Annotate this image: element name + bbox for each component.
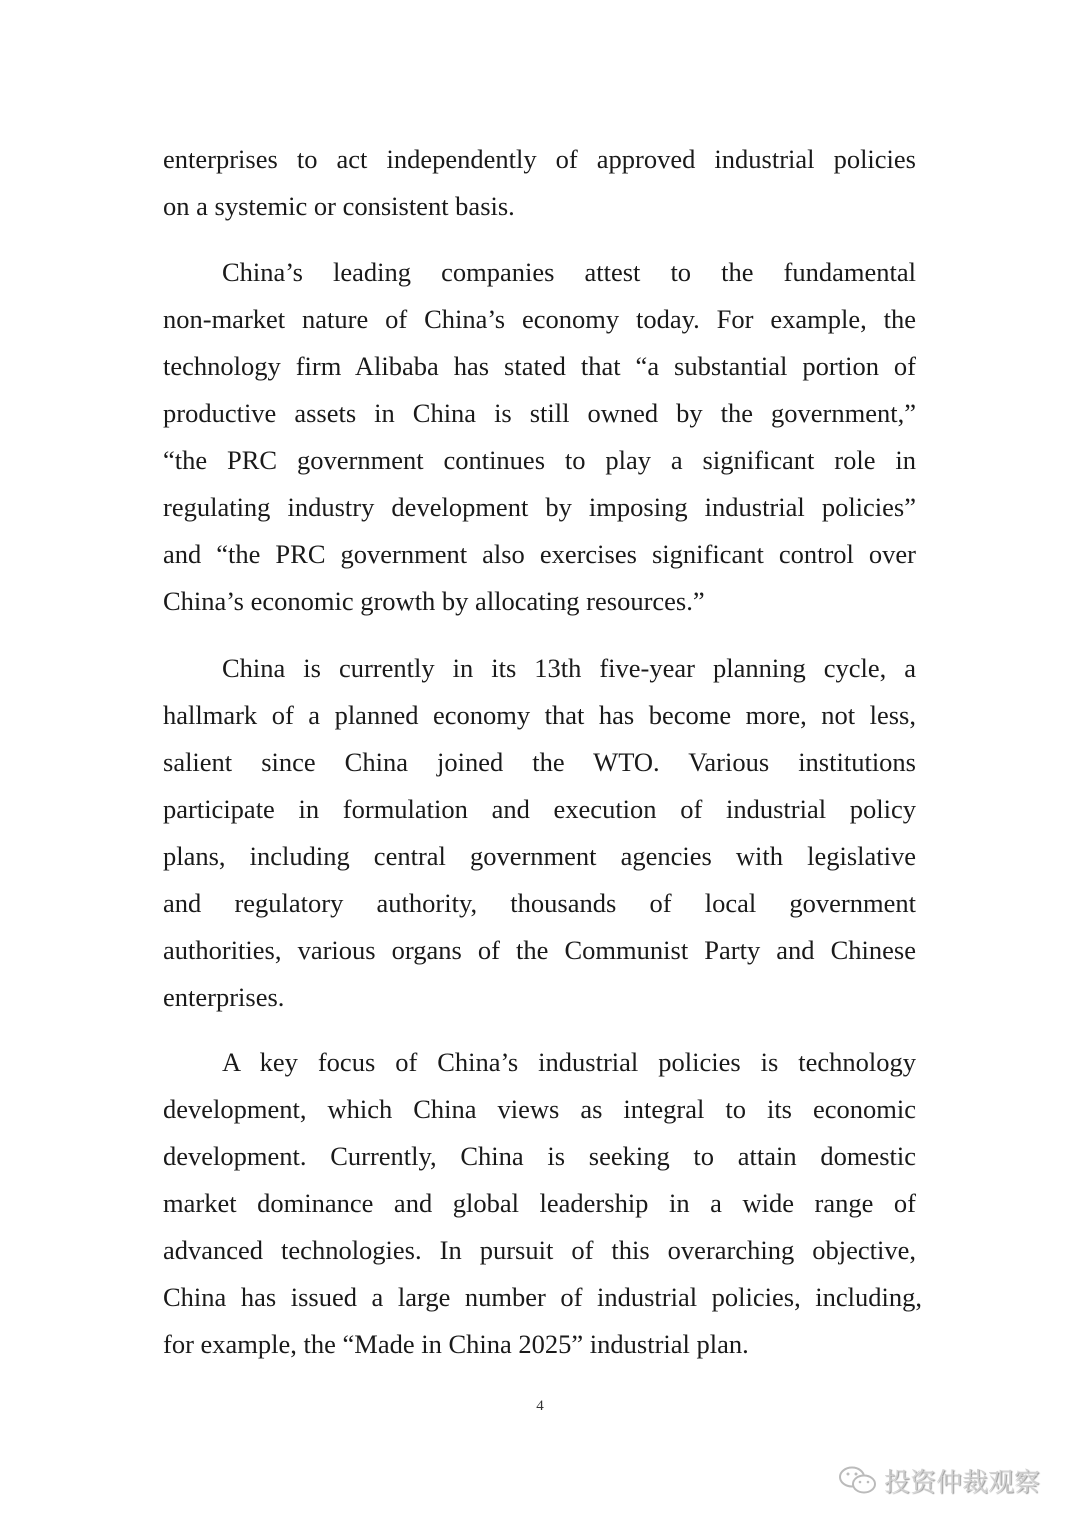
text-line: regulating industry development by imposing industrial policies” bbox=[163, 492, 916, 522]
watermark bbox=[838, 1462, 1040, 1499]
text-line: authorities, various organs of the Communist Party and Chinese bbox=[163, 935, 916, 965]
text-line: A key focus of China’s industrial policies is technology bbox=[222, 1047, 916, 1077]
text-line: enterprises. bbox=[163, 982, 285, 1012]
text-line: enterprises to act independently of approved industrial policies bbox=[163, 144, 916, 174]
paragraph-3 bbox=[163, 645, 916, 1021]
text-line: on a systemic or consistent basis. bbox=[163, 191, 515, 221]
watermark-text: 投资仲裁观察 bbox=[884, 1468, 1041, 1498]
text-line: and “the PRC government also exercises significant control over bbox=[163, 539, 916, 569]
text-line: China has issued a large number of industrial policies, including, bbox=[163, 1282, 922, 1312]
text-line: development, which China views as integral to its economic bbox=[163, 1094, 916, 1124]
paragraph-2 bbox=[163, 249, 916, 625]
text-line: market dominance and global leadership in a wide range of bbox=[163, 1188, 916, 1218]
text-line: China is currently in its 13th five-year planning cycle, a bbox=[222, 653, 916, 683]
wechat-icon bbox=[838, 1465, 878, 1497]
text-line: productive assets in China is still owned by the government,” bbox=[163, 398, 916, 428]
text-line: participate in formulation and execution of industrial policy bbox=[163, 794, 916, 824]
paragraph-1 bbox=[163, 136, 916, 230]
page-number: 4 bbox=[536, 1398, 544, 1414]
text-line: China’s leading companies attest to the fundamental bbox=[222, 257, 916, 287]
text-line: China’s economic growth by allocating resources.” bbox=[163, 586, 705, 616]
text-line: plans, including central government agencies with legislative bbox=[163, 841, 916, 871]
text-line: and regulatory authority, thousands of local government bbox=[163, 888, 916, 918]
text-line: advanced technologies. In pursuit of this overarching objective, bbox=[163, 1235, 916, 1265]
text-line: “the PRC government continues to play a significant role in bbox=[163, 445, 916, 475]
text-line: for example, the “Made in China 2025” industrial plan. bbox=[163, 1329, 749, 1359]
text-line: technology firm Alibaba has stated that “a substantial portion of bbox=[163, 351, 916, 381]
text-line: development. Currently, China is seeking to attain domestic bbox=[163, 1141, 916, 1171]
text-line: hallmark of a planned economy that has become more, not less, bbox=[163, 700, 916, 730]
paragraph-4 bbox=[163, 1039, 922, 1368]
text-line: salient since China joined the WTO. Various institutions bbox=[163, 747, 916, 777]
text-line: non-market nature of China’s economy today. For example, the bbox=[163, 304, 916, 334]
